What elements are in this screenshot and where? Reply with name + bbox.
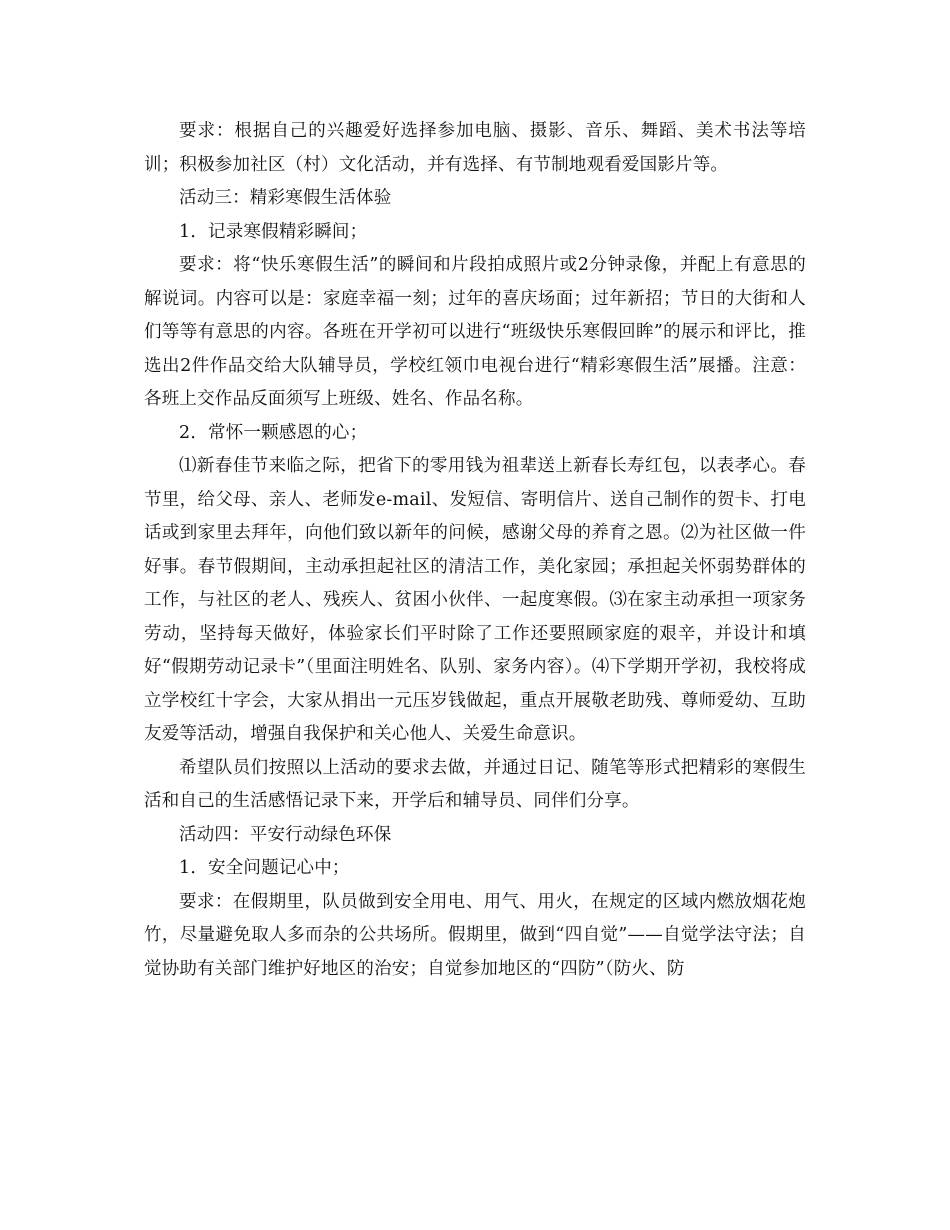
heading-activity-four: 活动四：平安行动绿色环保: [179, 824, 392, 845]
heading-activity-three: 活动三：精彩寒假生活体验: [179, 188, 392, 208]
paragraph-gratitude-items: ⑴新春佳节来临之际，把省下的零用钱为祖辈送上新春长寿红包，以表孝心。春节里，给父母、亲人、老师发e-mail、发短信、寄明信片、送自己制作的贺卡、打电话或到家里去拜年，向他们致以新年的问候，感谢父母的养育之恩。⑵为社区做一件好事。春节假期间，主动承担起社区的清洁工作，美化家园；承担起关怀弱势群体的工作，与社区的老人、残疾人、贫困小伙伴、一起度寒假。⑶在家主动承担一项家务劳动，坚持每天做好，体验家长们平时除了工作还要照顾家庭的艰辛，并设计和填好“假期劳动记录卡”（里面注明姓名、队别、家务内容）。⑷下学期开学初，我校将成立学校红十字会，大家从捐出一元压岁钱做起，重点开展敬老助残、尊师爱幼、互助友爱等活动，增强自我保护和关心他人、关爱生命意识。: [144, 456, 806, 744]
subheading-record-moments: 1．记录寒假精彩瞬间；: [179, 221, 368, 242]
document-body: [144, 115, 806, 986]
paragraph-requirement-record: 要求：将“快乐寒假生活”的瞬间和片段拍成照片或2分钟录像，并配上有意思的解说词。内容可以是：家庭幸福一刻；过年的喜庆场面；过年新招；节日的大街和人们等等有意思的内容。各班在开学初可以进行“班级快乐寒假回眸”的展示和评比，推选出2件作品交给大队辅导员，学校红领巾电视台进行“精彩寒假生活”展播。注意：各班上交作品反面须写上班级、姓名、作品名称。: [144, 255, 806, 409]
subheading-safety: 1．安全问题记心中；: [179, 858, 350, 878]
paragraph-requirement-training: 要求：根据自己的兴趣爱好选择参加电脑、摄影、音乐、舞蹈、美术书法等培训；积极参加社区（村）文化活动，并有选择、有节制地观看爱国影片等。: [144, 121, 806, 175]
subheading-gratitude: 2．常怀一颗感恩的心；: [179, 422, 368, 443]
paragraph-hope: 希望队员们按照以上活动的要求去做，并通过日记、随笔等形式把精彩的寒假生活和自己的生活感悟记录下来，开学后和辅导员、同伴们分享。: [144, 757, 806, 811]
paragraph-requirement-safety: 要求：在假期里，队员做到安全用电、用气、用火，在规定的区域内燃放烟花炮竹，尽量避免取人多而杂的公共场所。假期里，做到“四自觉”——自觉学法守法；自觉协助有关部门维护好地区的治安；自觉参加地区的“四防”（防火、防: [144, 891, 806, 979]
